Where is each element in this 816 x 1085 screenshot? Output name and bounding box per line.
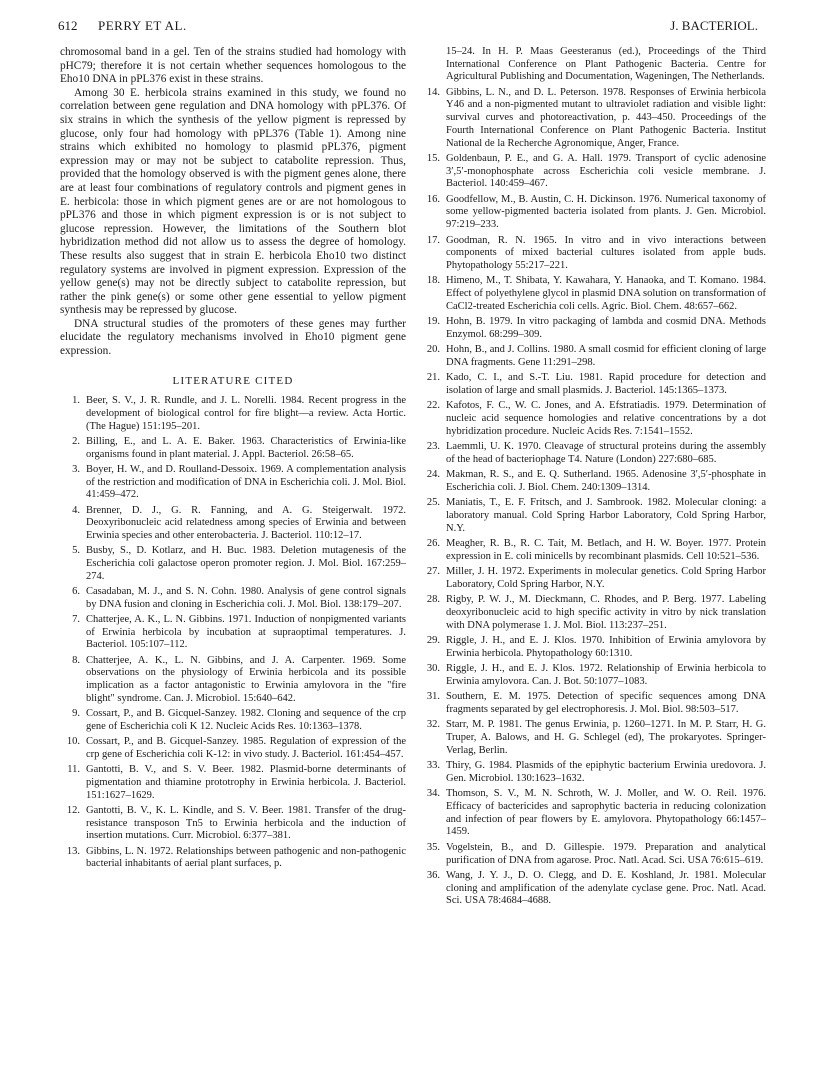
reference-number: 17. <box>426 234 440 246</box>
reference-number: 32. <box>426 719 440 731</box>
reference-item <box>420 594 766 632</box>
reference-number: 35. <box>426 841 440 853</box>
reference-text: Rigby, P. W. J., M. Dieckmann, C. Rhodes, and P. Berg. 1977. Labeling deoxyribonucleic acid to high specific activity in vitro by nick translation with DNA polymerase 1. J. Mol. Biol. 113:237–251. <box>446 594 766 631</box>
reference-text: Hohn, B. 1979. In vitro packaging of lambda and cosmid DNA. Methods Enzymol. 68:299–309. <box>446 316 766 340</box>
reference-number: 5. <box>72 545 80 557</box>
reference-text: Cossart, P., and B. Gicquel-Sanzey. 1985. Regulation of expression of the crp gene of Escherichia coli K-12: in vivo study. J. Bacteriol. 161:454–457. <box>86 736 406 760</box>
reference-number: 24. <box>426 469 440 481</box>
reference-item <box>420 842 766 867</box>
reference-item <box>420 497 766 535</box>
reference-text: Gibbins, L. N., and D. L. Peterson. 1978. Responses of Erwinia herbicola Y46 and a non-pigmented mutant to ultraviolet radiation and visible light: survival curves and photoreactivation, p. 443–450. Proceedings of the Fourth International Conference on Plant Pathogenic Bacteria. Institut National de la Recherche Agronomique, Anger, France. <box>446 86 766 149</box>
reference-number: 18. <box>426 275 440 287</box>
reference-text: Southern, E. M. 1975. Detection of specific sequences among DNA fragments separated by gel electrophoresis. J. Mol. Biol. 98:503–517. <box>446 691 766 716</box>
reference-text: Cossart, P., and B. Gicquel-Sanzey. 1982. Cloning and sequence of the crp gene of Escherichia coli K 12. Nucleic Acids Res. 10:1363–1378. <box>86 708 406 732</box>
reference-text: Busby, S., D. Kotlarz, and H. Buc. 1983. Deletion mutagenesis of the Escherichia coli galactose operon promoter region. J. Mol. Biol. 167:259–274. <box>86 545 406 582</box>
left-column <box>60 46 406 874</box>
reference-text: Casadaban, M. J., and S. N. Cohn. 1980. Analysis of gene control signals by DNA fusion and cloning in Escherichia coli. J. Mol. Biol. 138:179–207. <box>86 586 406 610</box>
reference-number: 25. <box>426 497 440 509</box>
running-header <box>58 18 758 38</box>
reference-item <box>60 436 406 461</box>
reference-number: 13. <box>66 845 80 857</box>
body-paragraph-1: chromosomal band in a gel. Ten of the strains studied had homology with pHC79; therefore it is not certain whether sequences homologous to the Eho10 DNA in pPL376 exist in these strains. <box>60 46 406 86</box>
reference-item <box>60 736 406 761</box>
reference-item <box>420 441 766 466</box>
reference-item <box>60 764 406 802</box>
reference-number: 33. <box>426 760 440 772</box>
reference-text: Chatterjee, A. K., L. N. Gibbins, and J. A. Carpenter. 1969. Some observations on the physiology of Erwinia herbicola and its possible implication as a factor antagonistic to Erwinia amylovora in the "fire blight" syndrome. Can. J. Microbiol. 15:640–642. <box>86 654 406 704</box>
reference-text: Vogelstein, B., and D. Gillespie. 1979. Preparation and analytical purification of DNA from agarose. Proc. Natl. Acad. Sci. USA 76:615–619. <box>446 841 766 866</box>
reference-item <box>420 719 766 757</box>
reference-item <box>60 846 406 871</box>
reference-item <box>420 400 766 438</box>
reference-text: Kafotos, F. C., W. C. Jones, and A. Efstratiadis. 1979. Determination of nucleic acid sequence homologies and relative concentrations by a dot hybridization procedure. Nucleic Acids Res. 7:1541–1552. <box>446 400 766 437</box>
reference-number: 30. <box>426 663 440 675</box>
reference-item <box>60 395 406 433</box>
reference-number: 1. <box>72 395 80 407</box>
reference-number: 15. <box>426 152 440 164</box>
reference-number: 31. <box>426 691 440 703</box>
reference-text: Gantotti, B. V., and S. V. Beer. 1982. Plasmid-borne determinants of pigmentation and thiamine prototrophy in Erwinia herbicola. J. Bacteriol. 151:1627–1629. <box>86 764 406 801</box>
reference-number: 26. <box>426 538 440 550</box>
reference-number: 28. <box>426 594 440 606</box>
reference-item <box>60 655 406 706</box>
reference-number: 11. <box>67 764 80 776</box>
reference-text: Starr, M. P. 1981. The genus Erwinia, p. 1260–1271. In M. P. Starr, H. G. Truper, A. Balows, and H. G. Schlegel (ed), The prokaryotes. Springer-Verlag, Berlin. <box>446 719 766 756</box>
reference-number: 7. <box>72 614 80 626</box>
reference-item <box>420 87 766 151</box>
reference-list-left <box>60 395 406 871</box>
reference-number: 9. <box>72 708 80 720</box>
reference-number: 3. <box>72 463 80 475</box>
reference-item <box>420 275 766 313</box>
running-authors: PERRY ET AL. <box>98 18 187 33</box>
reference-item <box>60 586 406 611</box>
reference-number: 8. <box>72 654 80 666</box>
body-paragraph-2: Among 30 E. herbicola strains examined in this study, we found no correlation between gene regulation and DNA homology with pPL376. Of six strains in which the synthesis of the yellow pigment is repressed by glucose, only four had homology with pPL376 (Table 1). Among nine strains which exhibited no homology to plasmid pPL376, pigment expression may or may not be subject to catabolite repression. Thus, provided that the homology observed is with the pigment genes alone, there are at least four combinations of regulatory controls and pigment genes in E. herbicola: those in which pigment genes are or are not homologous to pPL376 and those in which pigment expression is or is not subject to glucose repression. However, the limitations of the Southern blot hybridization method did not allow us to assess the degree of homology. These results also suggest that in strain E. herbicola Eho10 two distinct regulatory systems are involved in pigment expression. Expression of the yellow gene(s) may not be directly subject to catabolite repression, but rather the pink gene(s) or some other gene essential to yellow pigment synthesis may be repressed by glucose. <box>60 86 406 317</box>
reference-text: Hohn, B., and J. Collins. 1980. A small cosmid for efficient cloning of large DNA fragments. Gene 11:291–298. <box>446 344 766 368</box>
reference-text: Gibbins, L. N. 1972. Relationships between pathogenic and non-pathogenic bacterial inhabitants of aerial plant surfaces, p. <box>86 845 406 870</box>
reference-number: 27. <box>426 566 440 578</box>
reference-text: Miller, J. H. 1972. Experiments in molecular genetics. Cold Spring Harbor Laboratory, Cold Spring Harbor, N.Y. <box>446 566 766 590</box>
reference-item <box>420 663 766 688</box>
reference-number: 23. <box>426 441 440 453</box>
reference-text: Makman, R. S., and E. Q. Sutherland. 1965. Adenosine 3′,5′-phosphate in Escherichia coli. J. Biol. Chem. 240:1309–1314. <box>446 469 766 493</box>
reference-number: 14. <box>426 86 440 98</box>
reference-text: Wang, J. Y. J., D. O. Clegg, and D. E. Koshland, Jr. 1981. Molecular cloning and amplification of the adenylate cyclase gene. Proc. Natl. Acad. Sci. USA 78:4684–4688. <box>446 869 766 907</box>
reference-item <box>420 372 766 397</box>
page-number: 612 <box>58 18 78 33</box>
reference-number: 34. <box>426 788 440 800</box>
reference-item <box>420 870 766 908</box>
reference-item <box>420 235 766 273</box>
reference-text: Gantotti, B. V., K. L. Kindle, and S. V. Beer. 1981. Transfer of the drug-resistance transposon Tn5 to Erwinia herbicola and the induction of insertion mutations. Curr. Microbiol. 6:377–381. <box>86 804 406 842</box>
reference-number: 36. <box>426 869 440 881</box>
reference-text: Laemmli, U. K. 1970. Cleavage of structural proteins during the assembly of the head of bacteriophage T4. Nature (London) 227:680–685. <box>446 441 766 465</box>
reference-item <box>60 464 406 502</box>
reference-item <box>60 505 406 543</box>
reference-text: Goodman, R. N. 1965. In vitro and in vivo interactions between components of mixed bacterial cultures isolated from apple buds. Phytopathology 55:217–221. <box>446 234 766 271</box>
reference-item <box>420 469 766 494</box>
reference-item <box>420 194 766 232</box>
reference-text: Billing, E., and L. A. E. Baker. 1963. Characteristics of Erwinia-like organisms found in plant material. J. Appl. Bacteriol. 26:58–65. <box>86 435 406 460</box>
reference-text: Kado, C. I., and S.-T. Liu. 1981. Rapid procedure for detection and isolation of large and small plasmids. J. Bacteriol. 145:1365–1373. <box>446 372 766 396</box>
right-column <box>420 46 766 911</box>
reference-number: 16. <box>426 193 440 205</box>
journal-abbrev: J. BACTERIOL. <box>670 18 758 33</box>
reference-number: 10. <box>66 736 80 748</box>
reference-13-continuation: 15–24. In H. P. Maas Geesteranus (ed.), Proceedings of the Third International Conference on Plant Pathogenic Bacteria. Centre for Agricultural Publishing and Documentation, Wageningen, The Netherlands. <box>446 46 766 83</box>
reference-item <box>420 316 766 341</box>
reference-item <box>420 538 766 563</box>
body-paragraph-3: DNA structural studies of the promoters of these genes may further elucidate the regulatory mechanisms involved in Eho10 pigment gene expression. <box>60 317 406 358</box>
reference-item <box>60 708 406 733</box>
reference-number: 22. <box>426 400 440 412</box>
reference-item <box>60 614 406 652</box>
reference-item <box>420 635 766 660</box>
reference-text: Chatterjee, A. K., L. N. Gibbins. 1971. Induction of nonpigmented variants of Erwinia herbicola by incubation at supraoptimal temperatures. J. Bacteriol. 105:107–112. <box>86 614 406 651</box>
reference-text: Thomson, S. V., M. N. Schroth, W. J. Moller, and W. O. Reil. 1976. Efficacy of bactericides and saprophytic bacteria in reducing colonization and infection of pear flowers by E. amylovora. Phytopathology 66:1457–1459. <box>446 788 766 838</box>
reference-text: Brenner, D. J., G. R. Fanning, and A. G. Steigerwalt. 1972. Deoxyribonucleic acid relatedness among species of Erwinia and between Erwinia species and other enterobacteria. J. Bacteriol. 110:12–17. <box>86 504 406 542</box>
reference-item <box>420 344 766 369</box>
reference-item <box>420 566 766 591</box>
reference-number: 12. <box>66 804 80 816</box>
reference-text: Beer, S. V., J. R. Rundle, and J. L. Norelli. 1984. Recent progress in the development of biological control for fire blight—a review. Acta Hortic. (The Hague) 151:195–201. <box>86 395 406 432</box>
reference-number: 6. <box>72 586 80 598</box>
reference-text: Riggle, J. H., and E. J. Klos. 1972. Relationship of Erwinia herbicola to Erwinia amylovora. Can. J. Bot. 50:1077–1083. <box>446 663 766 687</box>
reference-item <box>420 788 766 839</box>
reference-list-right <box>420 87 766 908</box>
reference-number: 29. <box>426 635 440 647</box>
reference-item <box>420 153 766 191</box>
reference-item <box>420 760 766 785</box>
reference-item <box>420 691 766 716</box>
reference-text: Maniatis, T., E. F. Fritsch, and J. Sambrook. 1982. Molecular cloning: a laboratory manual. Cold Spring Harbor Laboratory, Cold Spring Harbor, N.Y. <box>446 497 766 534</box>
reference-item <box>60 805 406 843</box>
reference-text: Riggle, J. H., and E. J. Klos. 1970. Inhibition of Erwinia amylovora by Erwinia herbicola. Phytopathology 60:1310. <box>446 635 766 659</box>
reference-text: Boyer, H. W., and D. Roulland-Dessoix. 1969. A complementation analysis of the restriction and modification of DNA in Escherichia coli. J. Mol. Biol. 41:459–472. <box>86 463 406 501</box>
reference-text: Himeno, M., T. Shibata, Y. Kawahara, Y. Hanaoka, and T. Komano. 1984. Effect of polyethylene glycol in plasmid DNA solution on transformation of CaCl2-treated Escherichia coli cells. Agric. Biol. Chem. 48:657–662. <box>446 275 766 312</box>
literature-cited-heading: LITERATURE CITED <box>172 374 294 387</box>
reference-number: 2. <box>72 435 80 447</box>
reference-text: Thiry, G. 1984. Plasmids of the epiphytic bacterium Erwinia uredovora. J. Gen. Microbiol. 130:1623–1632. <box>446 760 766 784</box>
reference-text: Meagher, R. B., R. C. Tait, M. Betlach, and H. W. Boyer. 1977. Protein expression in E. coli minicells by recombinant plasmids. Cell 10:521–536. <box>446 538 766 562</box>
reference-text: Goodfellow, M., B. Austin, C. H. Dickinson. 1976. Numerical taxonomy of some yellow-pigmented bacteria isolated from plants. J. Gen. Microbiol. 97:219–233. <box>446 193 766 231</box>
reference-item <box>60 545 406 583</box>
reference-number: 19. <box>426 316 440 328</box>
reference-number: 21. <box>426 372 440 384</box>
reference-text: Goldenbaun, P. E., and G. A. Hall. 1979. Transport of cyclic adenosine 3′,5′-monophosphate across Escherichia coli vesicle membrane. J. Bacteriol. 140:459–467. <box>446 152 766 190</box>
reference-number: 20. <box>426 344 440 356</box>
reference-number: 4. <box>72 504 80 516</box>
